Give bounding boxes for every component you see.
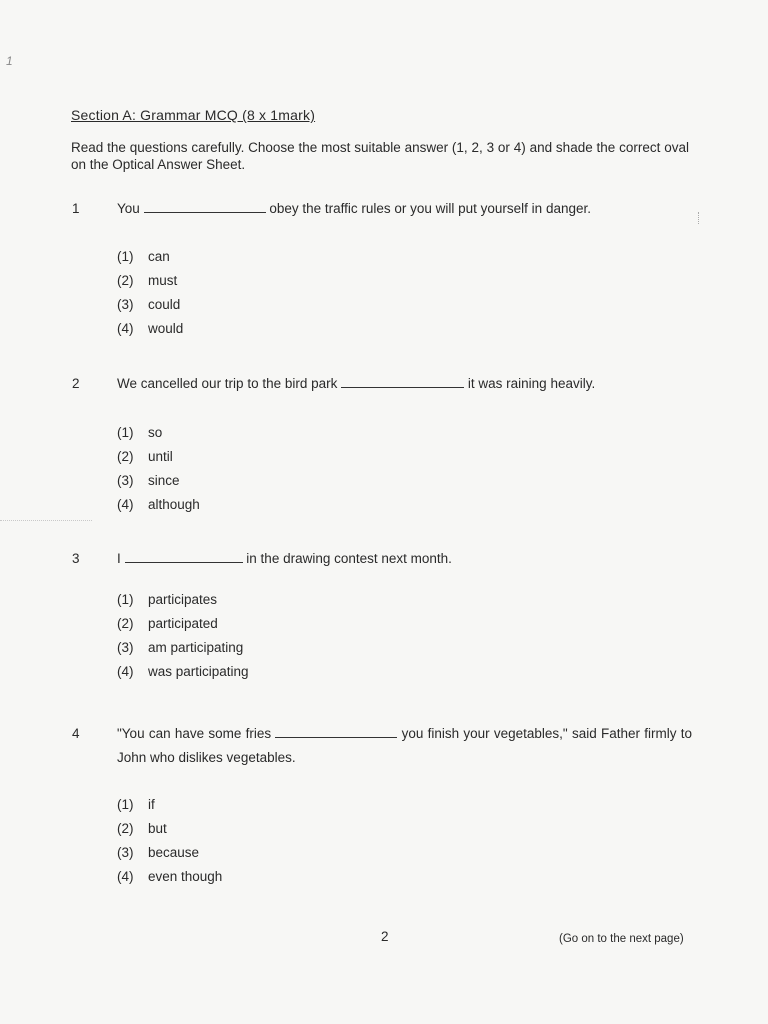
option-number: (4) — [117, 664, 134, 679]
answer-blank — [144, 198, 266, 213]
options-list — [117, 793, 222, 889]
option-item — [117, 612, 249, 636]
question-number: 1 — [72, 201, 80, 216]
question-text-after: obey the traffic rules or you will put yourself in danger. — [269, 201, 591, 216]
option-item — [117, 269, 183, 293]
option-number: (1) — [117, 249, 134, 264]
option-text: although — [148, 497, 200, 512]
option-item — [117, 841, 222, 865]
question-text — [117, 547, 452, 571]
question-text-after: in the drawing contest next month. — [246, 551, 452, 566]
option-item — [117, 817, 222, 841]
option-text: am participating — [148, 640, 244, 655]
option-item — [117, 793, 222, 817]
option-item — [117, 293, 183, 317]
question-number: 3 — [72, 551, 80, 566]
option-item — [117, 660, 249, 684]
option-text: so — [148, 425, 163, 440]
option-text: participated — [148, 616, 218, 631]
option-number: (1) — [117, 797, 134, 812]
option-item — [117, 588, 249, 612]
option-text: would — [148, 321, 184, 336]
question-text-after: it was raining heavily. — [467, 376, 596, 391]
option-text: can — [148, 249, 170, 264]
question-text-before: We cancelled our trip to the bird park — [117, 376, 338, 391]
option-number: (3) — [117, 473, 134, 488]
option-item — [117, 865, 222, 889]
option-item — [117, 445, 200, 469]
option-text: could — [148, 297, 181, 312]
answer-blank — [275, 723, 397, 738]
option-item — [117, 421, 200, 445]
option-text: must — [148, 273, 178, 288]
option-number: (3) — [117, 297, 134, 312]
option-text: until — [148, 449, 173, 464]
option-text: participates — [148, 592, 218, 607]
option-number: (1) — [117, 425, 134, 440]
answer-blank — [341, 373, 464, 388]
option-number: (2) — [117, 273, 134, 288]
question-text — [117, 722, 692, 770]
option-number: (4) — [117, 497, 134, 512]
options-list — [117, 421, 200, 517]
question-number: 4 — [72, 726, 80, 741]
option-text: because — [148, 845, 200, 860]
option-text: if — [148, 797, 155, 812]
option-number: (2) — [117, 449, 134, 464]
scan-artifact — [0, 520, 92, 521]
option-number: (3) — [117, 845, 134, 860]
question-text-before: "You can have some fries — [117, 726, 272, 741]
option-item — [117, 317, 183, 341]
option-item — [117, 636, 249, 660]
option-number: (4) — [117, 321, 134, 336]
option-item — [117, 493, 200, 517]
option-text: was participating — [148, 664, 249, 679]
instructions: Read the questions carefully. Choose the most suitable answer (1, 2, 3 or 4) and shade the correct oval on the Optical Answer Sheet. — [71, 140, 689, 172]
option-text: but — [148, 821, 167, 836]
scan-artifact — [698, 212, 700, 224]
question-text-after: you finish your vegetables," said Father firmly to John who dislikes vegetables. — [117, 726, 692, 765]
option-number: (1) — [117, 592, 134, 607]
option-number: (4) — [117, 869, 134, 884]
option-number: (3) — [117, 640, 134, 655]
option-text: even though — [148, 869, 223, 884]
margin-mark: 1 — [6, 54, 13, 68]
answer-blank — [125, 548, 243, 563]
option-item — [117, 469, 200, 493]
next-page-note: (Go on to the next page) — [559, 933, 684, 945]
option-number: (2) — [117, 616, 134, 631]
options-list — [117, 245, 183, 341]
question-text — [117, 197, 591, 221]
option-item — [117, 245, 183, 269]
question-text-before: You — [117, 201, 140, 216]
question-text-before: I — [117, 551, 121, 566]
question-text — [117, 372, 595, 396]
option-number: (2) — [117, 821, 134, 836]
question-number: 2 — [72, 376, 80, 391]
options-list — [117, 588, 249, 684]
page-number: 2 — [381, 929, 389, 944]
option-text: since — [148, 473, 180, 488]
section-title: Section A: Grammar MCQ (8 x 1mark) — [71, 107, 316, 123]
